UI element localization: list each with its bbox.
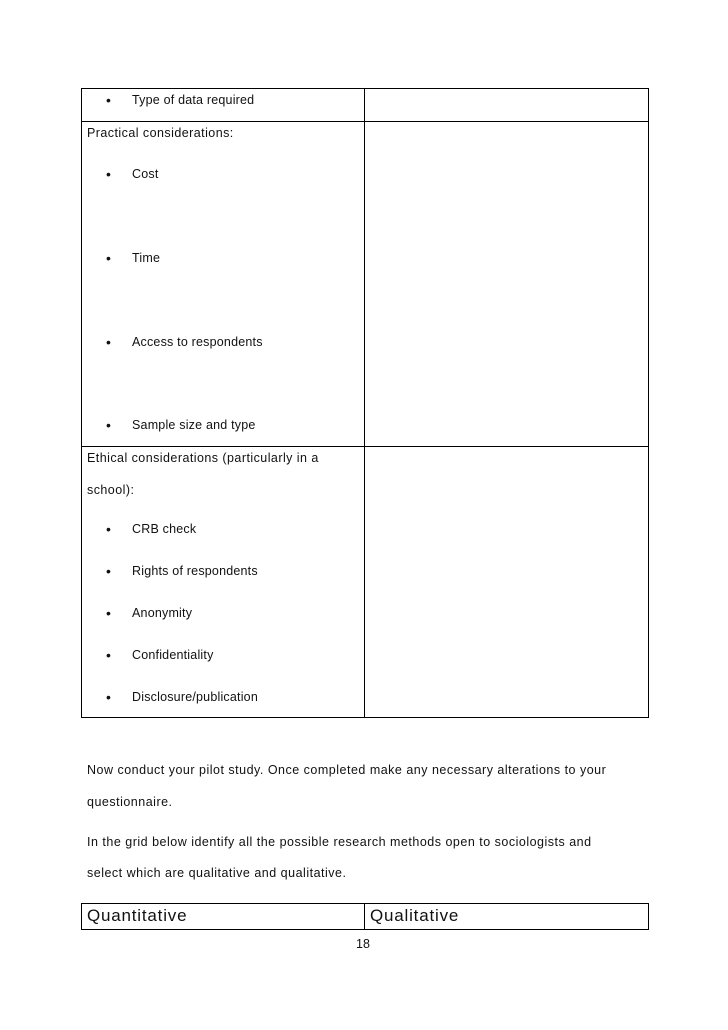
table-column-divider (364, 88, 365, 718)
ethical-heading-continued: school): (87, 483, 135, 497)
list-item-label: Type of data required (132, 93, 255, 107)
bullet: • (106, 605, 111, 621)
practical-heading: Practical considerations: (87, 126, 234, 140)
bullet: • (106, 417, 111, 433)
table-border-top (81, 903, 649, 904)
instruction-paragraph: In the grid below identify all the possible research methods open to sociologists and (87, 835, 592, 849)
table-border-left (81, 903, 82, 930)
list-item-label: CRB check (132, 522, 197, 536)
table-header-divider (81, 929, 649, 930)
list-item-label: Access to respondents (132, 335, 263, 349)
list-item-label: Rights of respondents (132, 564, 258, 578)
table-border-bottom (81, 717, 649, 718)
bullet: • (106, 334, 111, 350)
column-header-quantitative: Quantitative (87, 906, 188, 925)
table-row-divider (81, 121, 649, 122)
page-number: 18 (356, 937, 370, 951)
table-column-divider (364, 903, 365, 930)
instruction-paragraph-continued: select which are qualitative and qualitative. (87, 866, 347, 880)
ethical-heading: Ethical considerations (particularly in a (87, 451, 319, 465)
bullet: • (106, 521, 111, 537)
instruction-paragraph: Now conduct your pilot study. Once completed make any necessary alterations to your (87, 763, 607, 777)
table-border-top (81, 88, 649, 89)
list-item-label: Sample size and type (132, 418, 256, 432)
table-border-right (648, 903, 649, 930)
bullet: • (106, 92, 111, 108)
list-item-label: Cost (132, 167, 159, 181)
bullet: • (106, 250, 111, 266)
list-item-label: Disclosure/publication (132, 690, 258, 704)
table-row-divider (81, 446, 649, 447)
bullet: • (106, 689, 111, 705)
list-item-label: Anonymity (132, 606, 193, 620)
bullet: • (106, 563, 111, 579)
list-item-label: Time (132, 251, 161, 265)
bullet: • (106, 647, 111, 663)
column-header-qualitative: Qualitative (370, 906, 460, 925)
list-item-label: Confidentiality (132, 648, 214, 662)
bullet: • (106, 166, 111, 182)
table-border-right (648, 88, 649, 718)
table-border-left (81, 88, 82, 718)
instruction-paragraph-continued: questionnaire. (87, 795, 173, 809)
